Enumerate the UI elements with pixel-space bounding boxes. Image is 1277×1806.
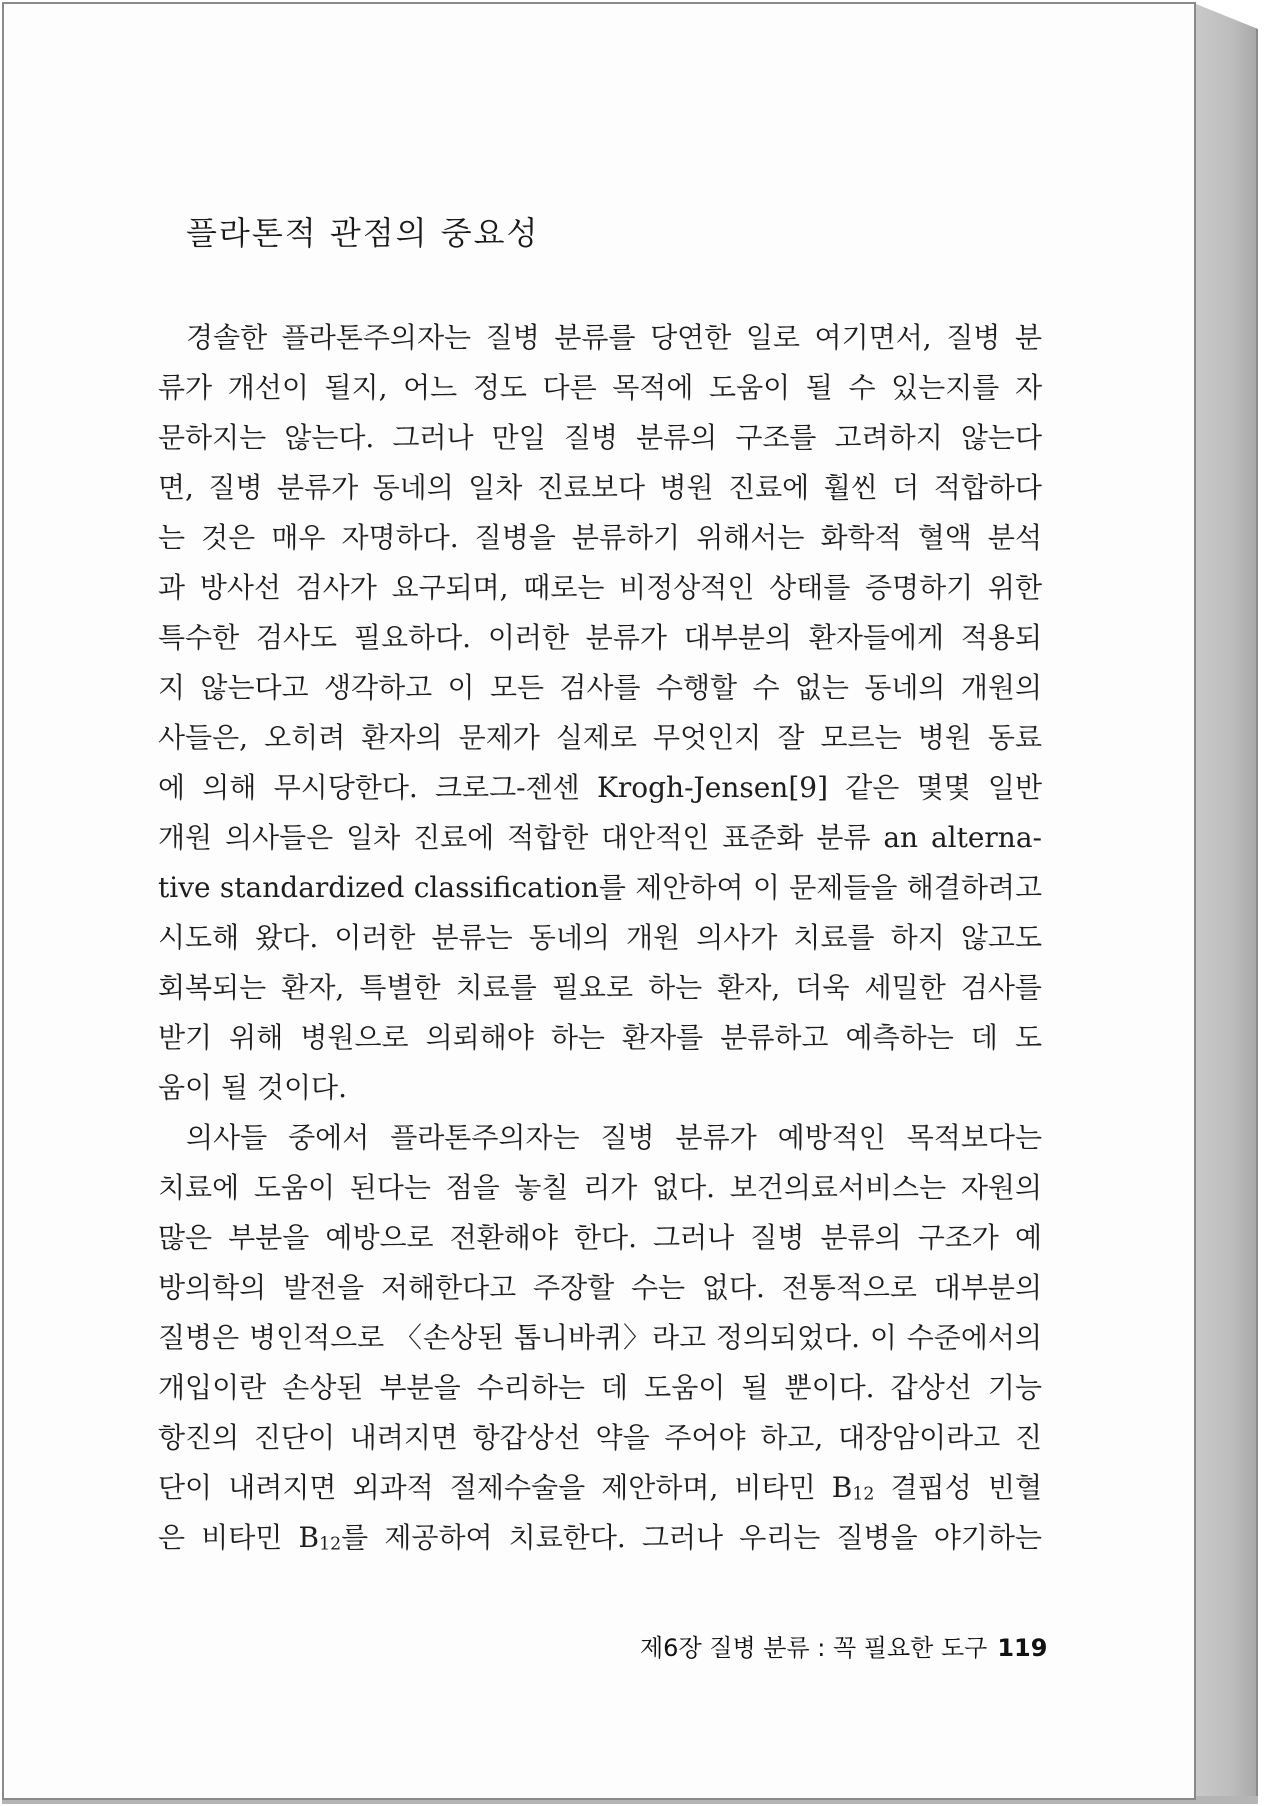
paragraph-line: 특수한 검사도 필요하다. 이러한 분류가 대부분의 환자들에게 적용되 bbox=[158, 621, 1042, 654]
section-heading: 플라톤적 관점의 중요성 bbox=[186, 214, 540, 252]
line-segment: 단이 내려지면 외과적 절제수술을 제안하며, 비타민 B bbox=[158, 1471, 853, 1504]
line-segment: 를 제공하여 치료한다. 그러나 우리는 질병을 야기하는 bbox=[341, 1521, 1042, 1554]
paragraph-line: 지 않는다고 생각하고 이 모든 검사를 수행할 수 없는 동네의 개원의 bbox=[158, 671, 1042, 704]
line-segment: 결핍성 빈혈 bbox=[874, 1471, 1042, 1504]
paragraph-line: 개원 의사들은 일차 진료에 적합한 대안적인 표준화 분류 an alterna- bbox=[158, 821, 1042, 854]
paragraph-line: 시도해 왔다. 이러한 분류는 동네의 개원 의사가 치료를 하지 않고도 bbox=[158, 921, 1042, 954]
paragraph-line: 에 의해 무시당한다. 크로그-젠센 Krogh-Jensen[9] 같은 몇몇 일반 bbox=[158, 771, 1042, 804]
paragraph-line: 많은 부분을 예방으로 전환해야 한다. 그러나 질병 분류의 구조가 예 bbox=[158, 1221, 1042, 1254]
paragraph-line: 사들은, 오히려 환자의 문제가 실제로 무엇인지 잘 모르는 병원 동료 bbox=[158, 721, 1042, 754]
paragraph-line: 받기 위해 병원으로 의뢰해야 하는 환자를 분류하고 예측하는 데 도 bbox=[158, 1021, 1042, 1054]
line-segment: 은 비타민 B bbox=[158, 1521, 320, 1554]
paragraph-line: 방의학의 발전을 저해한다고 주장할 수는 없다. 전통적으로 대부분의 bbox=[158, 1271, 1042, 1304]
paragraph-line: 항진의 진단이 내려지면 항갑상선 약을 주어야 하고, 대장암이라고 진 bbox=[158, 1421, 1042, 1454]
paragraph-line-with-subscript bbox=[158, 1466, 1042, 1510]
paragraph-line: 회복되는 환자, 특별한 치료를 필요로 하는 환자, 더욱 세밀한 검사를 bbox=[158, 971, 1042, 1004]
paragraph-line: 류가 개선이 될지, 어느 정도 다른 목적에 도움이 될 수 있는지를 자 bbox=[158, 371, 1042, 404]
running-footer bbox=[640, 1628, 1048, 1663]
chapter-title: 제6장 질병 분류 : 꼭 필요한 도구 bbox=[640, 1634, 988, 1662]
paragraph-line: 면, 질병 분류가 동네의 일차 진료보다 병원 진료에 훨씬 더 적합하다 bbox=[158, 471, 1042, 504]
paragraph-line: 과 방사선 검사가 요구되며, 때로는 비정상적인 상태를 증명하기 위한 bbox=[158, 571, 1042, 604]
paragraph-line: 개입이란 손상된 부분을 수리하는 데 도움이 될 뿐이다. 갑상선 기능 bbox=[158, 1371, 1042, 1404]
paragraph-line: 움이 될 것이다. bbox=[158, 1071, 347, 1104]
paragraph-line-with-subscript bbox=[158, 1516, 1042, 1560]
page-stack-edge bbox=[1196, 4, 1258, 1800]
paragraph-line: 문하지는 않는다. 그러나 만일 질병 분류의 구조를 고려하지 않는다 bbox=[158, 421, 1042, 454]
subscript-number: 12 bbox=[852, 1484, 875, 1505]
paragraph-line: tive standardized classification를 제안하여 이 문제들을 해결하려고 bbox=[158, 871, 1042, 904]
paragraph-line: 치료에 도움이 된다는 점을 놓칠 리가 없다. 보건의료서비스는 자원의 bbox=[158, 1171, 1042, 1204]
paragraph-line: 는 것은 매우 자명하다. 질병을 분류하기 위해서는 화학적 혈액 분석 bbox=[158, 521, 1042, 554]
page-number: 119 bbox=[997, 1634, 1048, 1662]
paragraph-line: 의사들 중에서 플라톤주의자는 질병 분류가 예방적인 목적보다는 bbox=[186, 1121, 1042, 1154]
paragraph-line: 질병은 병인적으로 〈손상된 톱니바퀴〉라고 정의되었다. 이 수준에서의 bbox=[158, 1321, 1042, 1354]
paragraph-line: 경솔한 플라톤주의자는 질병 분류를 당연한 일로 여기면서, 질병 분 bbox=[186, 321, 1042, 354]
subscript-number: 12 bbox=[319, 1534, 342, 1555]
